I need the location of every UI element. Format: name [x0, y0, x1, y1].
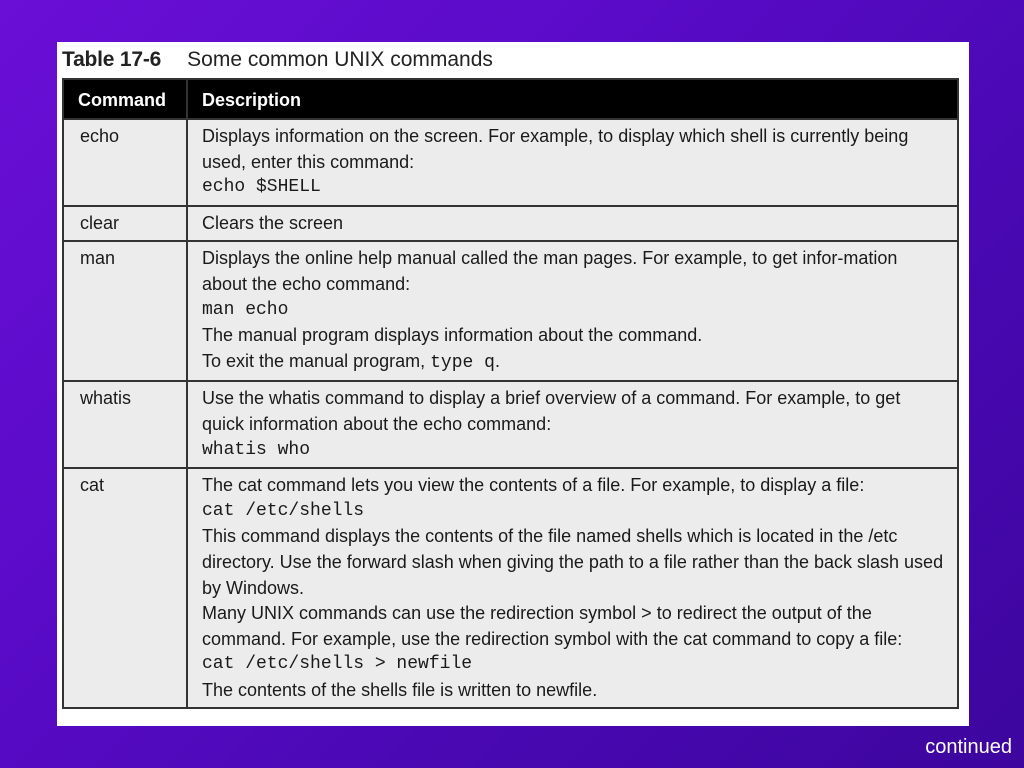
description-cell: [187, 468, 958, 708]
command-cell: cat: [63, 468, 187, 708]
command-cell: whatis: [63, 381, 187, 468]
table-caption: [62, 42, 959, 78]
description-line: Displays the online help manual called the man pages. For example, to get infor-mation about the echo command:: [202, 248, 903, 294]
command-cell: clear: [63, 206, 187, 242]
table-row: [63, 381, 958, 468]
table-row: [63, 206, 958, 242]
punctuation: .: [494, 350, 500, 371]
description-cell: [187, 119, 958, 206]
inline-command: type q: [430, 352, 495, 373]
unix-commands-table: [62, 78, 959, 709]
header-command: Command: [63, 79, 187, 119]
description-line: The manual program displays information about the command.: [202, 325, 703, 346]
description-line: Displays information on the screen. For example, to display which shell is currently being used, enter this command:: [202, 126, 914, 172]
continued-label: continued: [925, 736, 1012, 758]
description-cell: [187, 206, 958, 242]
command-cell: man: [63, 241, 187, 381]
description-line: Use the whatis command to display a brief overview of a command. For example, to get quick information about the echo command:: [202, 388, 906, 434]
description-line: This command displays the contents of the file named shells which is located in the /etc directory. Use the forward slash when giving the path to a file rather than the back slash used by Windows.: [202, 526, 949, 598]
command-example: echo $SHELL: [202, 177, 321, 198]
command-cell: echo: [63, 119, 187, 206]
table-row: [63, 468, 958, 708]
description-line: Clears the screen: [202, 212, 344, 233]
table-row: [63, 119, 958, 206]
table-figure: [57, 42, 969, 726]
command-example: whatis who: [202, 439, 311, 460]
description-text: To exit the manual program,: [202, 350, 431, 371]
table-header-row: [63, 79, 958, 119]
table-number: Table 17-6: [62, 48, 162, 71]
table-body: [63, 119, 958, 708]
description-cell: [187, 241, 958, 381]
table-row: [63, 241, 958, 381]
description-line: The contents of the shells file is written to newfile.: [202, 679, 598, 700]
description-line: [202, 349, 947, 377]
table-title: Some common UNIX commands: [187, 48, 493, 71]
description-line: Many UNIX commands can use the redirection symbol > to redirect the output of the command. For example, use the redirection symbol with the cat command to copy a file:: [202, 603, 903, 649]
command-example: man echo: [202, 299, 289, 320]
description-cell: [187, 381, 958, 468]
command-example: cat /etc/shells: [202, 500, 365, 521]
description-line: The cat command lets you view the contents of a file. For example, to display a file:: [202, 475, 865, 496]
header-description: Description: [187, 79, 958, 119]
command-example: cat /etc/shells > newfile: [202, 654, 473, 675]
